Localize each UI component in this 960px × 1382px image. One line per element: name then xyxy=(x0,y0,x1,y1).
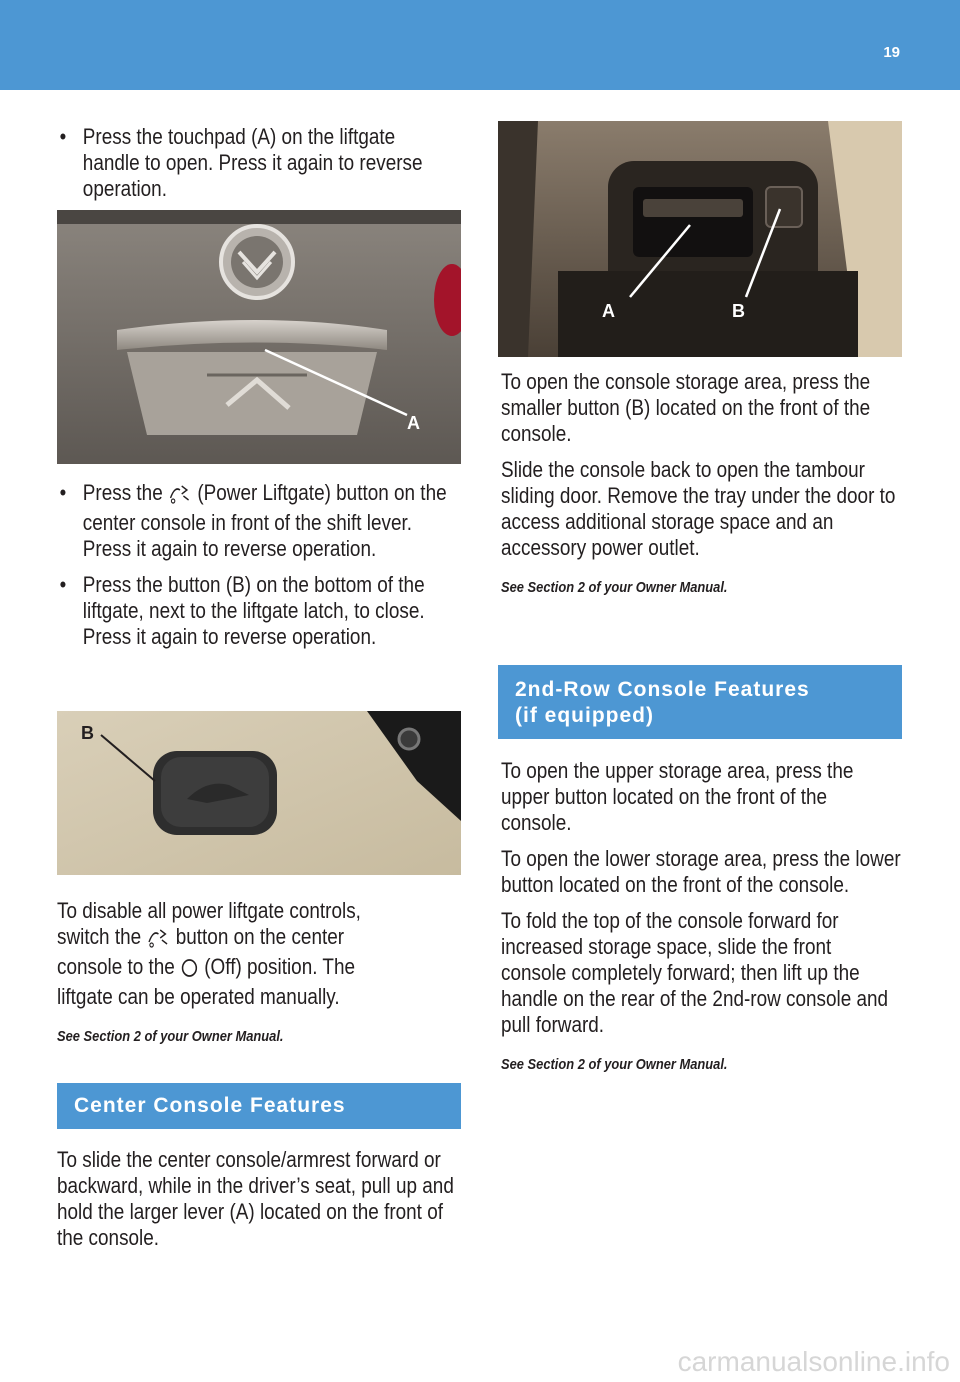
owner-manual-ref-left: See Section 2 of your Owner Manual. xyxy=(57,1028,284,1045)
left-bullets xyxy=(57,480,457,660)
center-console-para: To slide the center console/armrest forward or backward, while in the driver’s seat, pull up and hold the larger lever (A) located on the front of the console. xyxy=(57,1147,454,1250)
disable-line-3a: console to the xyxy=(57,954,175,979)
owner-manual-ref-right-1: See Section 2 of your Owner Manual. xyxy=(501,579,728,596)
right-console-text xyxy=(501,369,901,601)
second-row-heading-line1: 2nd-Row Console Features xyxy=(515,678,810,701)
disable-line-2b: button on the center xyxy=(175,924,345,949)
callout-a-console: A xyxy=(602,301,615,321)
page-number: 19 xyxy=(883,44,900,61)
second-row-para-3: To fold the top of the console forward for increased storage space, slide the front console completely forward; then lift up the handle on the rear of the 2nd-row console and pull forward. xyxy=(501,908,889,1037)
second-row-text xyxy=(501,758,901,1078)
second-row-para-2: To open the lower storage area, press the lower button located on the front of the console. xyxy=(501,846,901,897)
center-console-text xyxy=(57,1147,457,1261)
liftgate-button-photo xyxy=(57,711,461,875)
second-row-para-1: To open the upper storage area, press the upper button located on the front of the console. xyxy=(501,758,854,835)
header-bar xyxy=(0,0,960,90)
second-row-heading xyxy=(498,665,902,739)
left-disable xyxy=(57,898,457,1050)
bullet-liftgate-button: • Press the button (B) on the bottom of the liftgate, next to the liftgate latch, to close. Press it again to reverse operation. xyxy=(57,572,457,650)
disable-line-3b: (Off) position. The xyxy=(204,954,356,979)
console-storage-photo xyxy=(498,121,902,357)
power-liftgate-icon xyxy=(168,482,192,510)
disable-line-1: To disable all power liftgate controls, xyxy=(57,898,361,923)
disable-line-3 xyxy=(57,954,457,984)
callout-b-console: B xyxy=(732,301,745,321)
center-console-heading: Center Console Features xyxy=(57,1083,461,1129)
liftgate-handle-photo xyxy=(57,210,461,464)
bullet-power-liftgate xyxy=(57,480,457,562)
owner-manual-ref-right-2: See Section 2 of your Owner Manual. xyxy=(501,1056,728,1073)
left-intro xyxy=(57,124,457,212)
disable-line-2a: switch the xyxy=(57,924,142,949)
bullet-touchpad: • Press the touchpad (A) on the liftgate handle to open. Press it again to reverse operation. xyxy=(57,124,457,202)
bullet-power-liftgate-pre: Press the xyxy=(82,480,163,505)
disable-line-2 xyxy=(57,924,457,954)
callout-b: B xyxy=(81,723,94,743)
second-row-heading-line2: (if equipped) xyxy=(515,704,654,727)
disable-line-4: liftgate can be operated manually. xyxy=(57,984,340,1009)
watermark: carmanualsonline.info xyxy=(677,1346,950,1377)
callout-a: A xyxy=(407,413,420,433)
power-liftgate-icon xyxy=(146,926,170,954)
console-para-2: Slide the console back to open the tambour sliding door. Remove the tray under the door to access additional storage space and an accessory power outlet. xyxy=(501,457,896,560)
off-circle-icon xyxy=(180,956,199,984)
bullet-power-liftgate-post: (Power Liftgate) button on the center console in front of the shift lever. Press it again to reverse operation. xyxy=(82,480,447,561)
console-para-1: To open the console storage area, press the smaller button (B) located on the front of the console. xyxy=(501,369,871,446)
